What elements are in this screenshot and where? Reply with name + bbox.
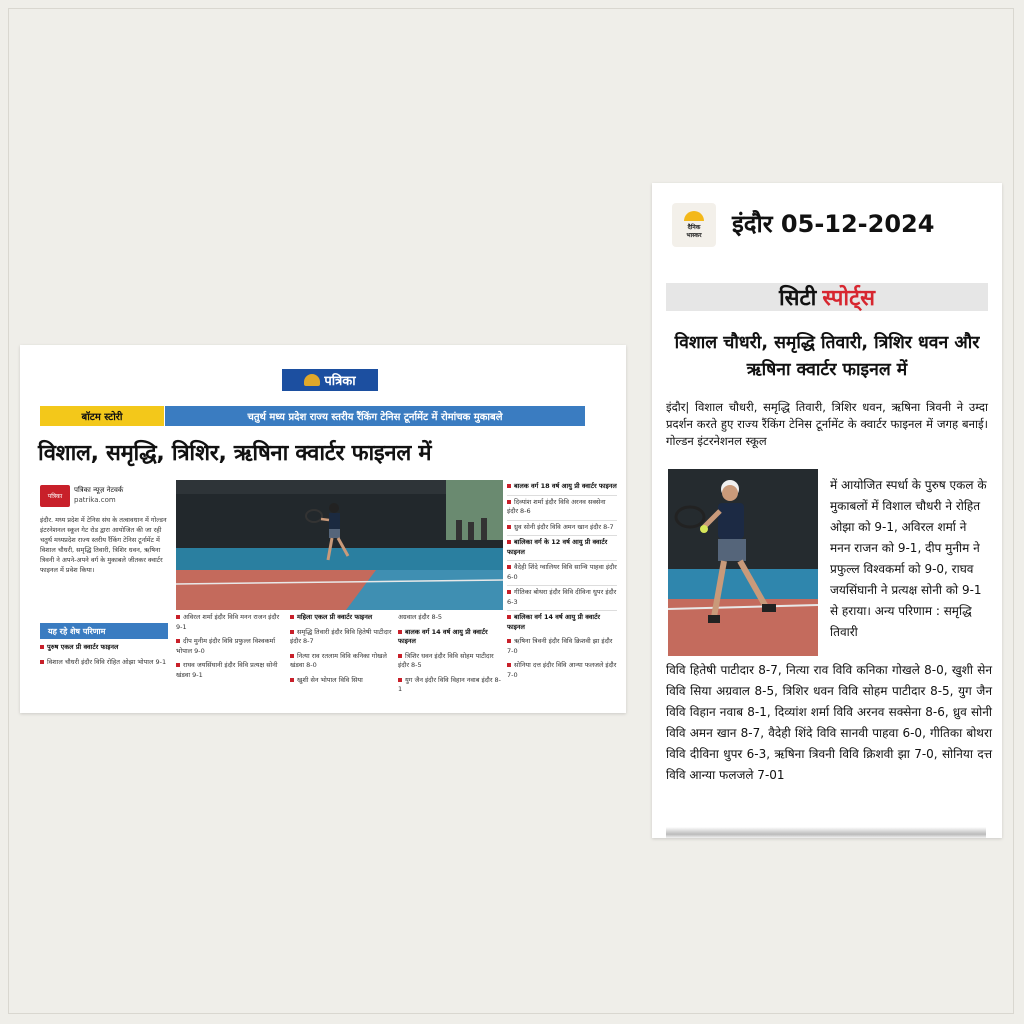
results-heading: यह रहे शेष परिणाम: [40, 623, 168, 639]
result-text: दीप मुनीम इंदौर विवि प्रफुल्ल विश्वकर्मा भोपाल 9-0: [176, 637, 276, 655]
patrika-clipping: [20, 345, 626, 713]
result-item: [176, 637, 286, 656]
results-col-5: [507, 613, 617, 685]
result-text: ध्रुव सोनी इंदौर विवि अमन खान इंदौर 8-7: [514, 522, 614, 531]
patrika-logo-text: पत्रिका: [324, 374, 356, 389]
result-text: वैदेही शिंदे ग्वालियर विवि सान्वि पाहवा इंदौर 6-0: [507, 563, 617, 581]
bhaskar-body-column: में आयोजित स्पर्धा के पुरुष एकल के मुकाबलों में विशाल चौधरी ने रोहित ओझा को 9-1, अविरल शर्मा ने मनन राजन को 9-1, दीप मुनीम ने प्रफुल्ल विश्वकर्मा को 9-0, राघव जयसिंघानी ने प्रत्यक्ष सोनी को 9-1 से हराया। अन्य परिणाम : समृद्धि तिवारी: [830, 478, 987, 639]
bottom-story-tag: बॉटम स्टोरी: [40, 406, 164, 426]
result-item: [290, 676, 394, 686]
byline-site: patrika.com: [74, 496, 116, 504]
result-text: अविरल शर्मा इंदौर विवि मनन राजन इंदौर 9-1: [176, 613, 280, 631]
bhaskar-intro: इंदौर| विशाल चौधरी, समृद्धि तिवारी, त्रिशिर धवन, ऋषिना त्रिवनी ने उम्दा प्रदर्शन करते हुए राज्य रैंकिंग टेनिस टूर्नामेंट के क्वार्टर फाइनल में जगह बनाई। गोल्डन इंटरनेशनल स्कूल: [666, 400, 988, 448]
results-col-1: [40, 643, 168, 672]
section-band: [666, 283, 988, 311]
bullet-icon: [176, 615, 180, 619]
bullet-icon: [290, 615, 294, 619]
result-heading: बालक वर्ग 18 वर्ष आयु प्री क्वार्टर फाइनल: [514, 482, 617, 490]
tournament-tag: चतुर्थ मध्य प्रदेश राज्य स्तरीय रैंकिंग टेनिस टूर्नामेंट में रोमांचक मुकाबले: [165, 406, 585, 426]
bullet-icon: [290, 678, 294, 682]
bullet-icon: [290, 654, 294, 658]
bullet-icon: [507, 565, 511, 569]
result-item: [507, 521, 617, 537]
bhaskar-headline: विशाल चौधरी, समृद्धि तिवारी, त्रिशिर धवन और ऋषिना क्वार्टर फाइनल में: [674, 333, 980, 380]
result-heading: महिला एकल प्री क्वार्टर फाइनल: [297, 613, 373, 621]
bhaskar-logo-line2: भास्कर: [686, 232, 702, 239]
bullet-icon: [398, 678, 402, 682]
result-item: [398, 613, 502, 623]
patrika-logo: [282, 369, 378, 391]
bullet-icon: [507, 500, 511, 504]
results-col-3: [290, 613, 394, 690]
result-heading: पुरुष एकल प्री क्वार्टर फाइनल: [47, 643, 119, 651]
result-item: [398, 652, 502, 671]
result-text: विशाल चौधरी इंदौर विवि रोहित ओझा भोपाल 9-1: [47, 657, 167, 666]
bullet-icon: [290, 630, 294, 634]
bhaskar-logo: [672, 203, 716, 247]
result-item: [507, 637, 617, 656]
sun-icon: [684, 211, 704, 221]
result-item: [507, 536, 617, 561]
clipping-cut-edge: [666, 827, 986, 838]
bullet-icon: [507, 663, 511, 667]
section-title-city: सिटी: [778, 286, 817, 311]
result-item: [507, 496, 617, 521]
bullet-icon: [507, 590, 511, 594]
result-item: [507, 613, 617, 632]
result-item: [290, 613, 394, 623]
bhaskar-clipping: [652, 183, 1002, 838]
bhaskar-body: विवि हितेषी पाटीदार 8-7, नित्या राव विवि कनिका गोखले 8-0, खुशी सेन विवि सिया अग्रवाल 8-5, त्रिशिर धवन विवि सोहम पाटीदार 8-5, युग जैन विवि विहान नवाब 8-1, दिव्यांश शर्मा विवि अरनव सक्सेना 8-6, ध्रुव सोनी विवि अमन खान 8-7, वैदेही शिंदे विवि सानवी पाहवा 6-0, गीतिका बोथरा विवि दीविना धुपर 6-3, ऋषिना त्रिवनी विवि क्रिशवी झा 7-0, सोनिया दत्त विवि आन्या फलजले 7-01: [666, 663, 992, 782]
bullet-icon: [40, 660, 44, 664]
bullet-icon: [507, 484, 511, 488]
result-text: गीतिका बोथरा इंदौर विवि दीविना धुपर इंदौर 6-3: [507, 588, 617, 606]
story-tags: [40, 406, 590, 426]
result-text: सोनिया दत्त इंदौर विवि आन्या फलजले इंदौर 7-0: [507, 661, 617, 679]
result-text: अग्रवाल इंदौर 8-5: [398, 613, 443, 621]
byline-badge: पत्रिका: [40, 485, 70, 507]
byline-source: पत्रिका न्यूज़ नेटवर्क: [74, 486, 124, 494]
player-photo: [668, 469, 818, 656]
tennis-photo: [176, 480, 503, 610]
results-col-2: [176, 613, 286, 685]
result-item: [40, 643, 168, 653]
byline: [40, 485, 170, 509]
result-heading: बालिका वर्ग के 12 वर्ष आयु प्री क्वार्टर फाइनल: [507, 538, 608, 556]
result-text: समृद्धि तिवारी इंदौर विवि हितेषी पाटीदार इंदौर 8-7: [290, 627, 392, 645]
result-heading: बालिका वर्ग 14 वर्ष आयु प्री क्वार्टर फाइनल: [507, 613, 600, 631]
bullet-icon: [507, 525, 511, 529]
bullet-icon: [507, 540, 511, 544]
result-item: [507, 561, 617, 586]
bullet-icon: [507, 615, 511, 619]
patrika-headline: विशाल, समृद्धि, त्रिशिर, ऋषिना क्वार्टर फाइनल में: [38, 441, 432, 466]
bullet-icon: [176, 639, 180, 643]
bullet-icon: [40, 645, 44, 649]
result-item: [290, 628, 394, 647]
result-item: [398, 628, 502, 647]
dateline: [732, 207, 934, 240]
result-heading: बालक वर्ग 14 वर्ष आयु प्री क्वार्टर फाइनल: [398, 627, 488, 645]
section-title-sports: स्पोर्ट्स: [822, 286, 876, 311]
result-item: [507, 586, 617, 611]
result-item: [507, 480, 617, 496]
result-text: राघव जयसिंघानी इंदौर विवि प्रत्यक्ष सोनी खंडवा 9-1: [176, 661, 278, 679]
bullet-icon: [398, 654, 402, 658]
result-item: [398, 676, 502, 695]
city-name: इंदौर: [732, 210, 773, 238]
bullet-icon: [398, 630, 402, 634]
bullet-icon: [176, 663, 180, 667]
section-title: [666, 283, 988, 311]
result-item: [176, 613, 286, 632]
publish-date: 05-12-2024: [780, 210, 935, 238]
results-col-right: [507, 480, 617, 611]
result-item: [176, 661, 286, 680]
bullet-icon: [507, 639, 511, 643]
bhaskar-logo-line1: दैनिक: [687, 224, 701, 231]
result-text: खुशी सेन भोपाल विवि सिया: [297, 675, 363, 684]
result-item: [507, 661, 617, 680]
patrika-intro: इंदौर. मध्य प्रदेश में टेनिस संघ के तत्वावधान में गोल्डन इंटरनेशनल स्कूल गेट रोड द्वारा आयोजित की जा रही चतुर्थ मध्यप्रदेश राज्य स्तरीय रैंकिंग टेनिस टूर्नामेंट में विशाल चौधरी, समृद्धि तिवारी, त्रिशिर धवन, ऋषिना त्रिवनी ने अपने-अपने वर्ग के मुकाबले जीतकर क्वार्टर फाइनल में प्रवेश किया।: [40, 516, 167, 574]
result-item: [40, 658, 168, 668]
patrika-emblem-icon: [304, 374, 320, 386]
result-text: युग जैन इंदौर विवि विहान नवाब इंदौर 8-1: [398, 675, 502, 693]
result-text: दिव्यांश शर्मा इंदौर विवि अरनव सक्सेना इंदौर 8-6: [507, 497, 606, 515]
result-item: [290, 652, 394, 671]
results-col-4: [398, 613, 502, 700]
result-text: त्रिशिर धवन इंदौर विवि सोहम पाटीदार इंदौर 8-5: [398, 651, 494, 669]
result-text: नित्या राव रतलाम विवि कनिका गोखले खंडवा 8-0: [290, 651, 387, 669]
result-text: ऋषिना त्रिवनी इंदौर विवि क्रिशवी झा इंदौर 7-0: [507, 637, 613, 655]
